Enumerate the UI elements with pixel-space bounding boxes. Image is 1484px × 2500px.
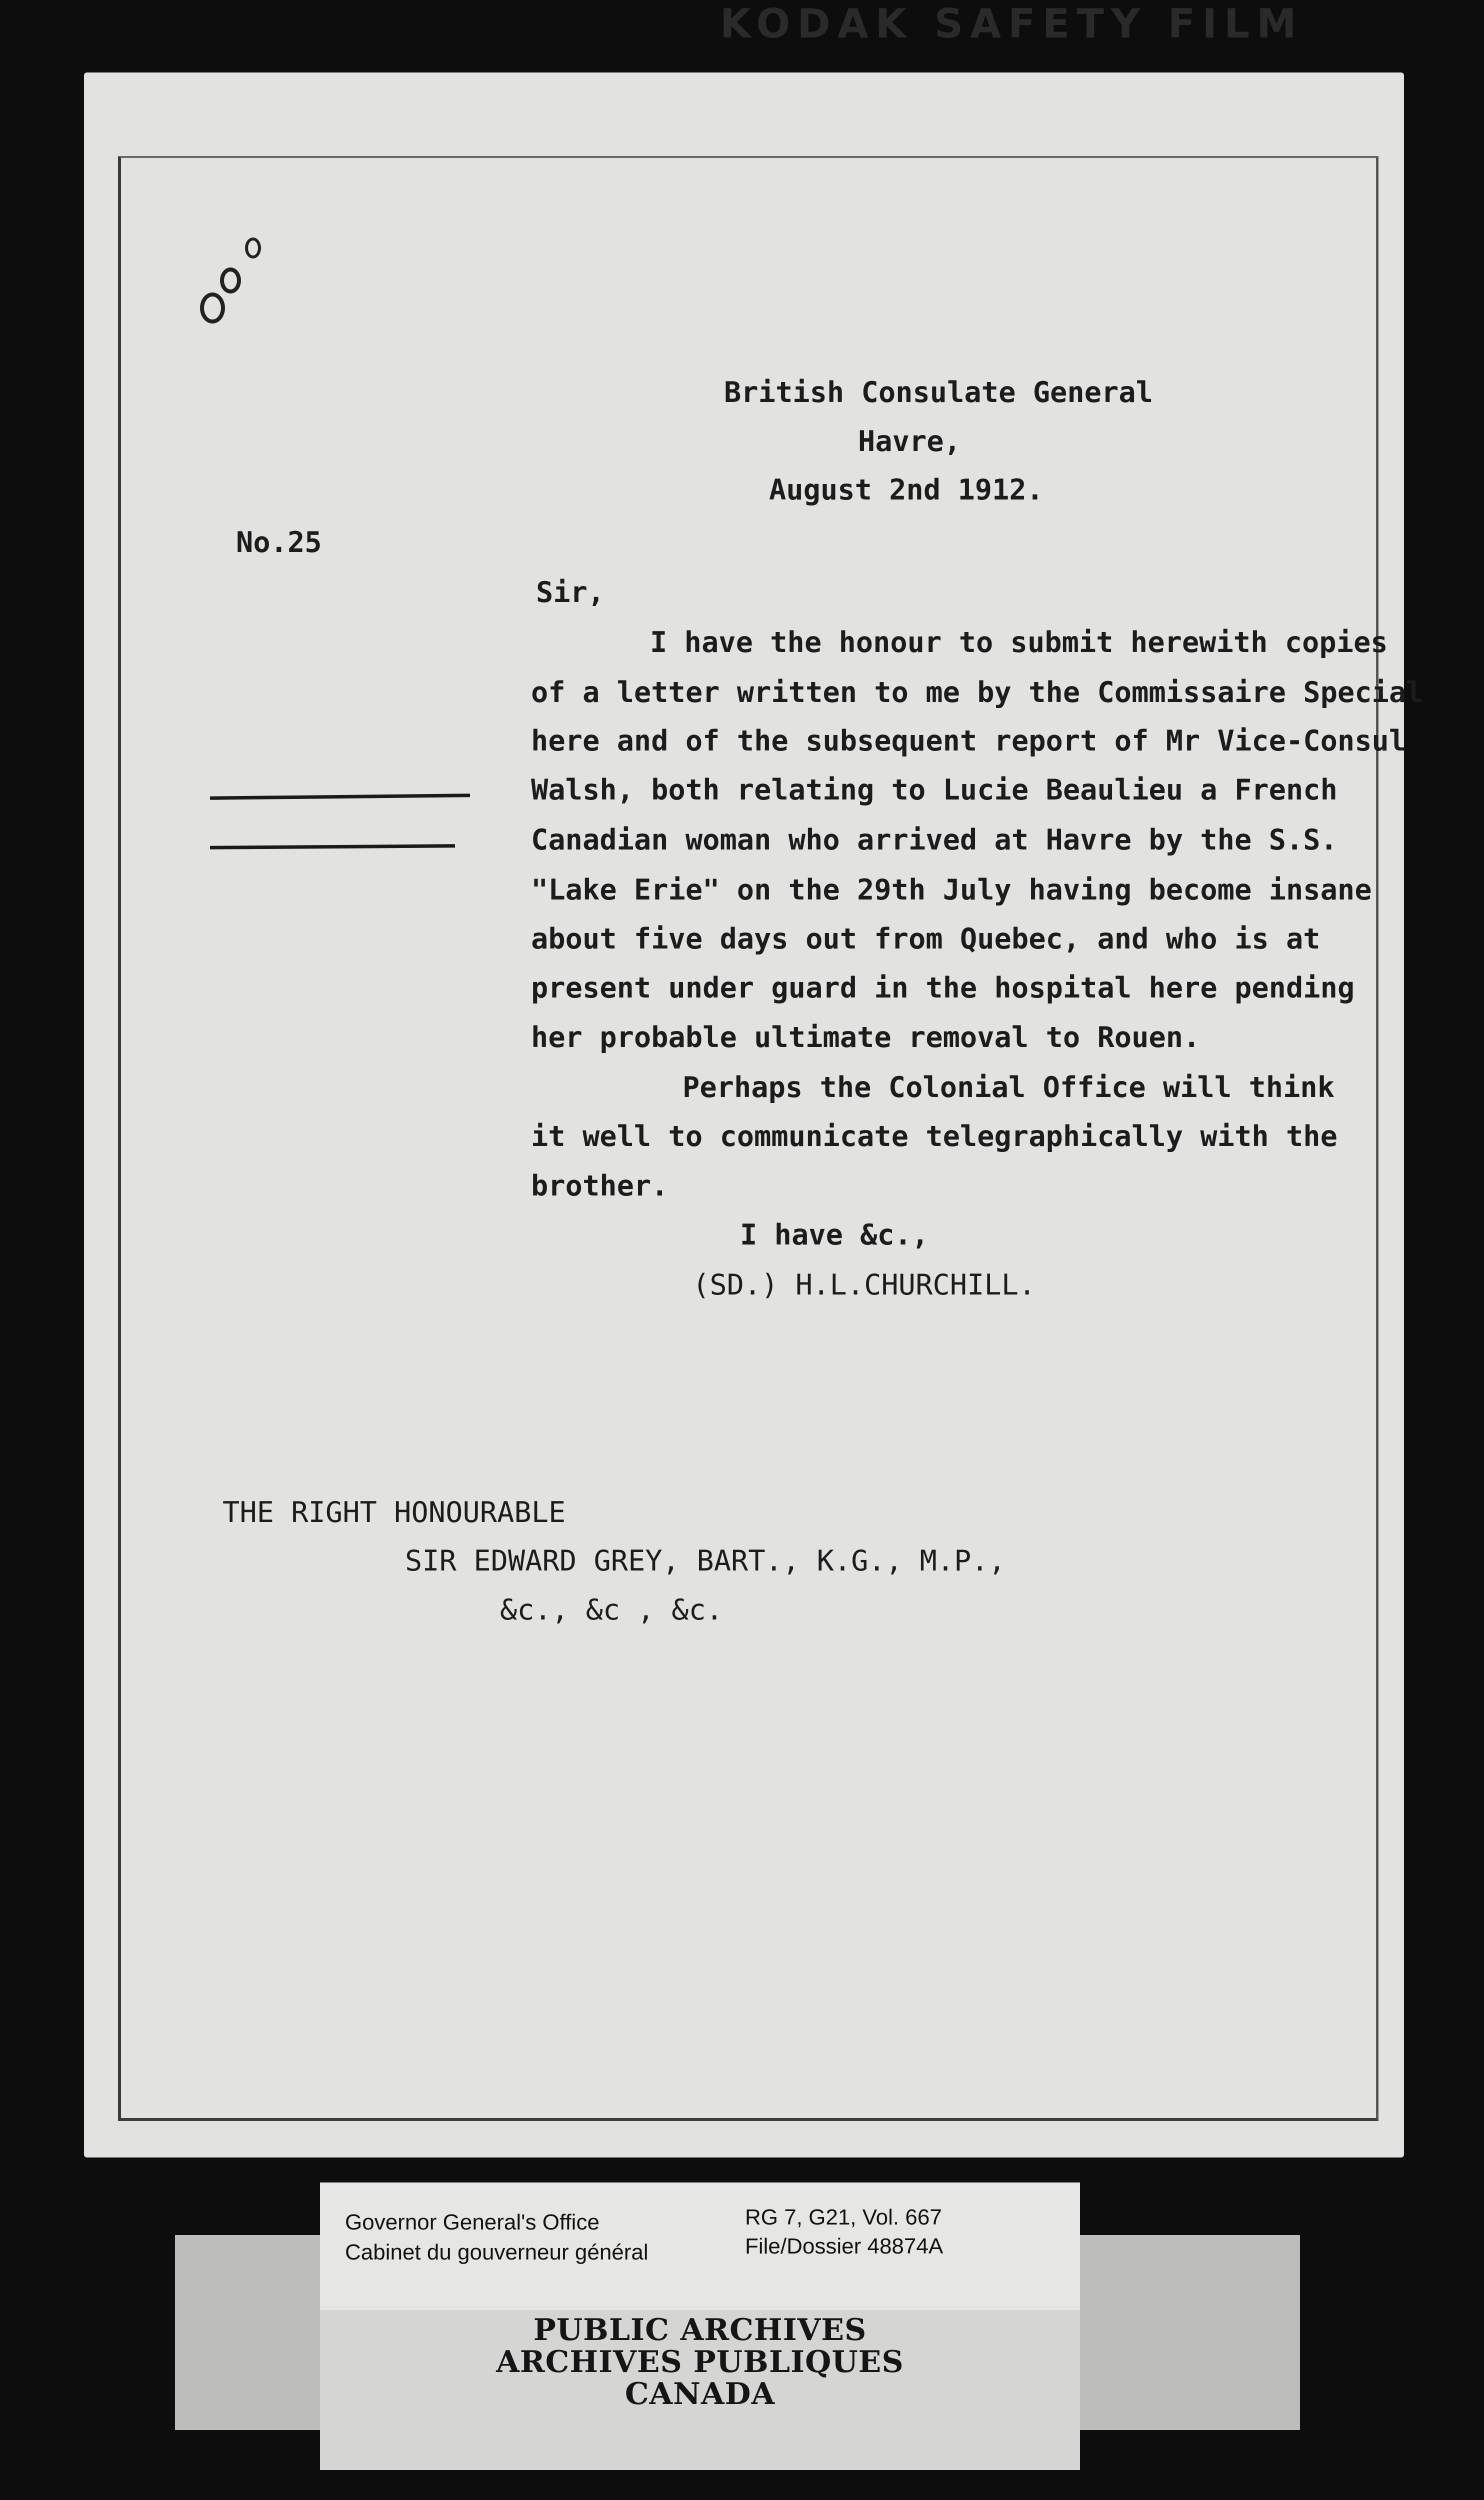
body-line: brother.	[531, 1170, 668, 1202]
film-edge-marking: KODAK SAFETY FILM	[720, 0, 1304, 47]
salutation: Sir,	[536, 576, 605, 609]
body-line: "Lake Erie" on the 29th July having become insane	[531, 874, 1372, 906]
body-line: her probable ultimate removal to Rouen.	[531, 1021, 1200, 1054]
body-line: I have the honour to submit herewith copies	[650, 626, 1388, 659]
office-french: Cabinet du gouverneur général	[345, 2240, 648, 2264]
letter-number: No.25	[236, 526, 322, 559]
sender-line-consulate: British Consulate General	[724, 376, 1153, 409]
body-line: present under guard in the hospital here pending	[531, 972, 1355, 1004]
record-group-reference: RG 7, G21, Vol. 667	[745, 2205, 942, 2230]
body-line: of a letter written to me by the Commissaire Special	[531, 676, 1424, 709]
body-line: Walsh, both relating to Lucie Beaulieu a French	[531, 774, 1338, 806]
body-line: it well to communicate telegraphically with the	[531, 1120, 1338, 1153]
addressee-etc: &c., &c , &c.	[500, 1594, 724, 1626]
body-line: Canadian woman who arrived at Havre by the S.S.	[531, 824, 1338, 856]
body-line: about five days out from Quebec, and who is at	[531, 922, 1320, 956]
sender-line-city: Havre,	[858, 425, 961, 458]
punch-hole-mark	[200, 292, 225, 324]
punch-hole-mark	[245, 238, 261, 258]
archive-stamp	[320, 2310, 1080, 2470]
stamp-line-french: ARCHIVES PUBLIQUES	[496, 2344, 904, 2380]
signature: (SD.) H.L.CHURCHILL.	[692, 1268, 1036, 1302]
addressee-title: THE RIGHT HONOURABLE	[222, 1496, 566, 1529]
punch-hole-mark	[220, 268, 241, 294]
stamp-line-english: PUBLIC ARCHIVES	[533, 2312, 867, 2348]
addressee-name: SIR EDWARD GREY, BART., K.G., M.P.,	[405, 1544, 1006, 1578]
file-number: File/Dossier 48874A	[745, 2234, 944, 2258]
closing: I have &c.,	[740, 1218, 929, 1252]
body-line: here and of the subsequent report of Mr Vice-Consul	[531, 724, 1406, 758]
letter-date: August 2nd 1912.	[769, 474, 1044, 506]
office-english: Governor General's Office	[345, 2210, 600, 2234]
body-line: Perhaps the Colonial Office will think	[682, 1071, 1335, 1104]
stamp-line-country: CANADA	[624, 2376, 776, 2412]
